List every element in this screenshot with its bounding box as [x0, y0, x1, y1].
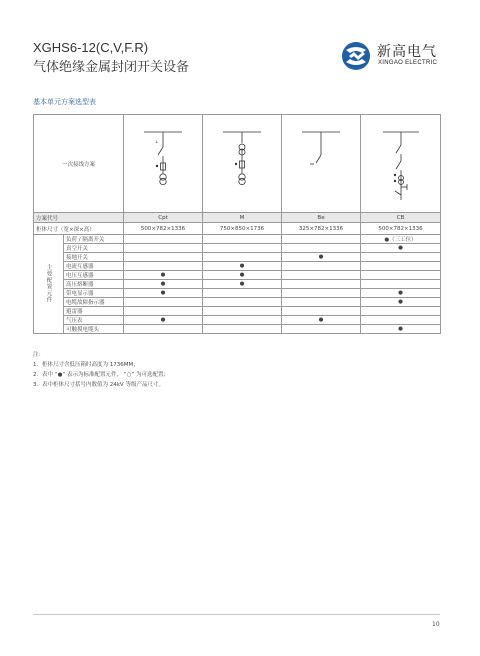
- config-mark: [282, 271, 361, 280]
- config-mark: [124, 253, 203, 262]
- config-mark: [203, 325, 282, 334]
- config-mark: [361, 253, 441, 262]
- component-group-label: [34, 235, 64, 334]
- component-row: [34, 235, 441, 244]
- diagram-row-label: 一次接线方案: [34, 115, 124, 213]
- component-group-text: 主要配置元件: [45, 263, 52, 303]
- code-cell: Be: [282, 213, 361, 223]
- footer-divider: [33, 614, 440, 615]
- component-name: 带电显示器: [64, 289, 124, 298]
- component-rows: [34, 235, 441, 334]
- scheme-table: [33, 114, 441, 334]
- logo-emblem-icon: [340, 40, 374, 72]
- config-mark: [361, 271, 441, 280]
- config-mark: [203, 289, 282, 298]
- config-mark: ●: [203, 280, 282, 289]
- config-mark: [282, 280, 361, 289]
- config-mark: ●: [361, 244, 441, 253]
- config-mark: [203, 316, 282, 325]
- config-mark: [282, 325, 361, 334]
- wiring-diagram-cb: [361, 115, 441, 212]
- product-subtitle: 气体绝缘金属封闭开关设备: [33, 60, 190, 75]
- config-mark: [282, 235, 361, 244]
- component-name: 真空开关: [64, 244, 124, 253]
- config-mark: [361, 307, 441, 316]
- config-mark: ●: [203, 262, 282, 271]
- brand-name-cn: 新高电气: [377, 44, 437, 60]
- product-model: XGHS6-12(C,V,F.R): [33, 40, 149, 55]
- section-title: 基本单元方案选型表: [33, 98, 96, 106]
- config-mark: [282, 289, 361, 298]
- config-mark: [282, 244, 361, 253]
- component-row: [34, 262, 441, 271]
- config-mark: [124, 262, 203, 271]
- config-mark: ●: [282, 253, 361, 262]
- diagram-row: [34, 115, 441, 213]
- wiring-diagram-m: [203, 115, 282, 212]
- dimension-cell: 325×782×1336: [282, 223, 361, 235]
- config-mark: ●: [124, 280, 203, 289]
- code-cell: CB: [361, 213, 441, 223]
- component-name: 电压互感器: [64, 271, 124, 280]
- component-name: 负荷 / 隔离开关: [64, 235, 124, 244]
- diagram-cb: [361, 115, 441, 213]
- config-mark: ●: [282, 316, 361, 325]
- config-mark: [124, 235, 203, 244]
- dimension-cell: 500×782×1336: [361, 223, 441, 235]
- config-mark: ●: [361, 298, 441, 307]
- component-row: [34, 271, 441, 280]
- config-mark: [124, 325, 203, 334]
- note-item: 1．柜体尺寸含低压箱时高度为 1736MM；: [33, 362, 139, 368]
- config-mark: ●: [124, 271, 203, 280]
- config-mark: ●: [124, 289, 203, 298]
- config-mark: [203, 244, 282, 253]
- note-item: 3．表中柜体尺寸括号内数值为 24kV 等级产品尺寸。: [33, 382, 164, 388]
- config-mark: ●: [361, 289, 441, 298]
- page-number: 10: [432, 621, 440, 628]
- diagram-m: [203, 115, 282, 213]
- diagram-be: [282, 115, 361, 213]
- note-item: 2．表中 “●” 表示为标准配置元件， “○” 为可选配置；: [33, 372, 169, 378]
- config-mark: ●（三工位）: [361, 235, 441, 244]
- component-row: [34, 289, 441, 298]
- diagram-cpt: [124, 115, 203, 213]
- component-row: [34, 244, 441, 253]
- dimension-row: [34, 223, 441, 235]
- config-mark: [361, 316, 441, 325]
- svg-text:↓: ↓: [155, 139, 159, 144]
- config-mark: ●: [203, 271, 282, 280]
- wiring-diagram-cpt: [124, 115, 203, 212]
- config-mark: [203, 307, 282, 316]
- config-mark: [124, 307, 203, 316]
- component-row: [34, 298, 441, 307]
- notes-heading: 注：: [33, 352, 45, 358]
- dimension-label: 柜体尺寸（宽×深×高）: [34, 223, 124, 235]
- config-mark: [361, 262, 441, 271]
- dimension-cell: 500×782×1336: [124, 223, 203, 235]
- config-mark: [203, 298, 282, 307]
- config-mark: [124, 244, 203, 253]
- component-row: [34, 280, 441, 289]
- config-mark: [282, 298, 361, 307]
- component-name: 电流互感器: [64, 262, 124, 271]
- code-cell: M: [203, 213, 282, 223]
- component-row: [34, 325, 441, 334]
- config-mark: ●: [361, 325, 441, 334]
- component-row: [34, 253, 441, 262]
- code-cell: Cpt: [124, 213, 203, 223]
- config-mark: [361, 280, 441, 289]
- component-name: 接地开关: [64, 253, 124, 262]
- notes: [33, 350, 169, 390]
- config-mark: [282, 262, 361, 271]
- config-mark: [203, 253, 282, 262]
- brand-logo: [340, 40, 450, 72]
- component-row: [34, 316, 441, 325]
- config-mark: [203, 235, 282, 244]
- code-label: 方案代号: [34, 213, 124, 223]
- brand-name-en: XINGAO ELECTRIC: [378, 60, 438, 66]
- config-mark: [124, 298, 203, 307]
- wiring-diagram-be: [282, 115, 361, 212]
- config-mark: [282, 307, 361, 316]
- component-name: 高压熔断器: [64, 280, 124, 289]
- component-name: 可触摸电缆头: [64, 325, 124, 334]
- dimension-cell: 750×850×1736: [203, 223, 282, 235]
- component-name: 避雷器: [64, 307, 124, 316]
- component-name: 气压表: [64, 316, 124, 325]
- component-row: [34, 307, 441, 316]
- config-mark: ●: [124, 316, 203, 325]
- code-row: [34, 213, 441, 223]
- component-name: 电缆故障指示器: [64, 298, 124, 307]
